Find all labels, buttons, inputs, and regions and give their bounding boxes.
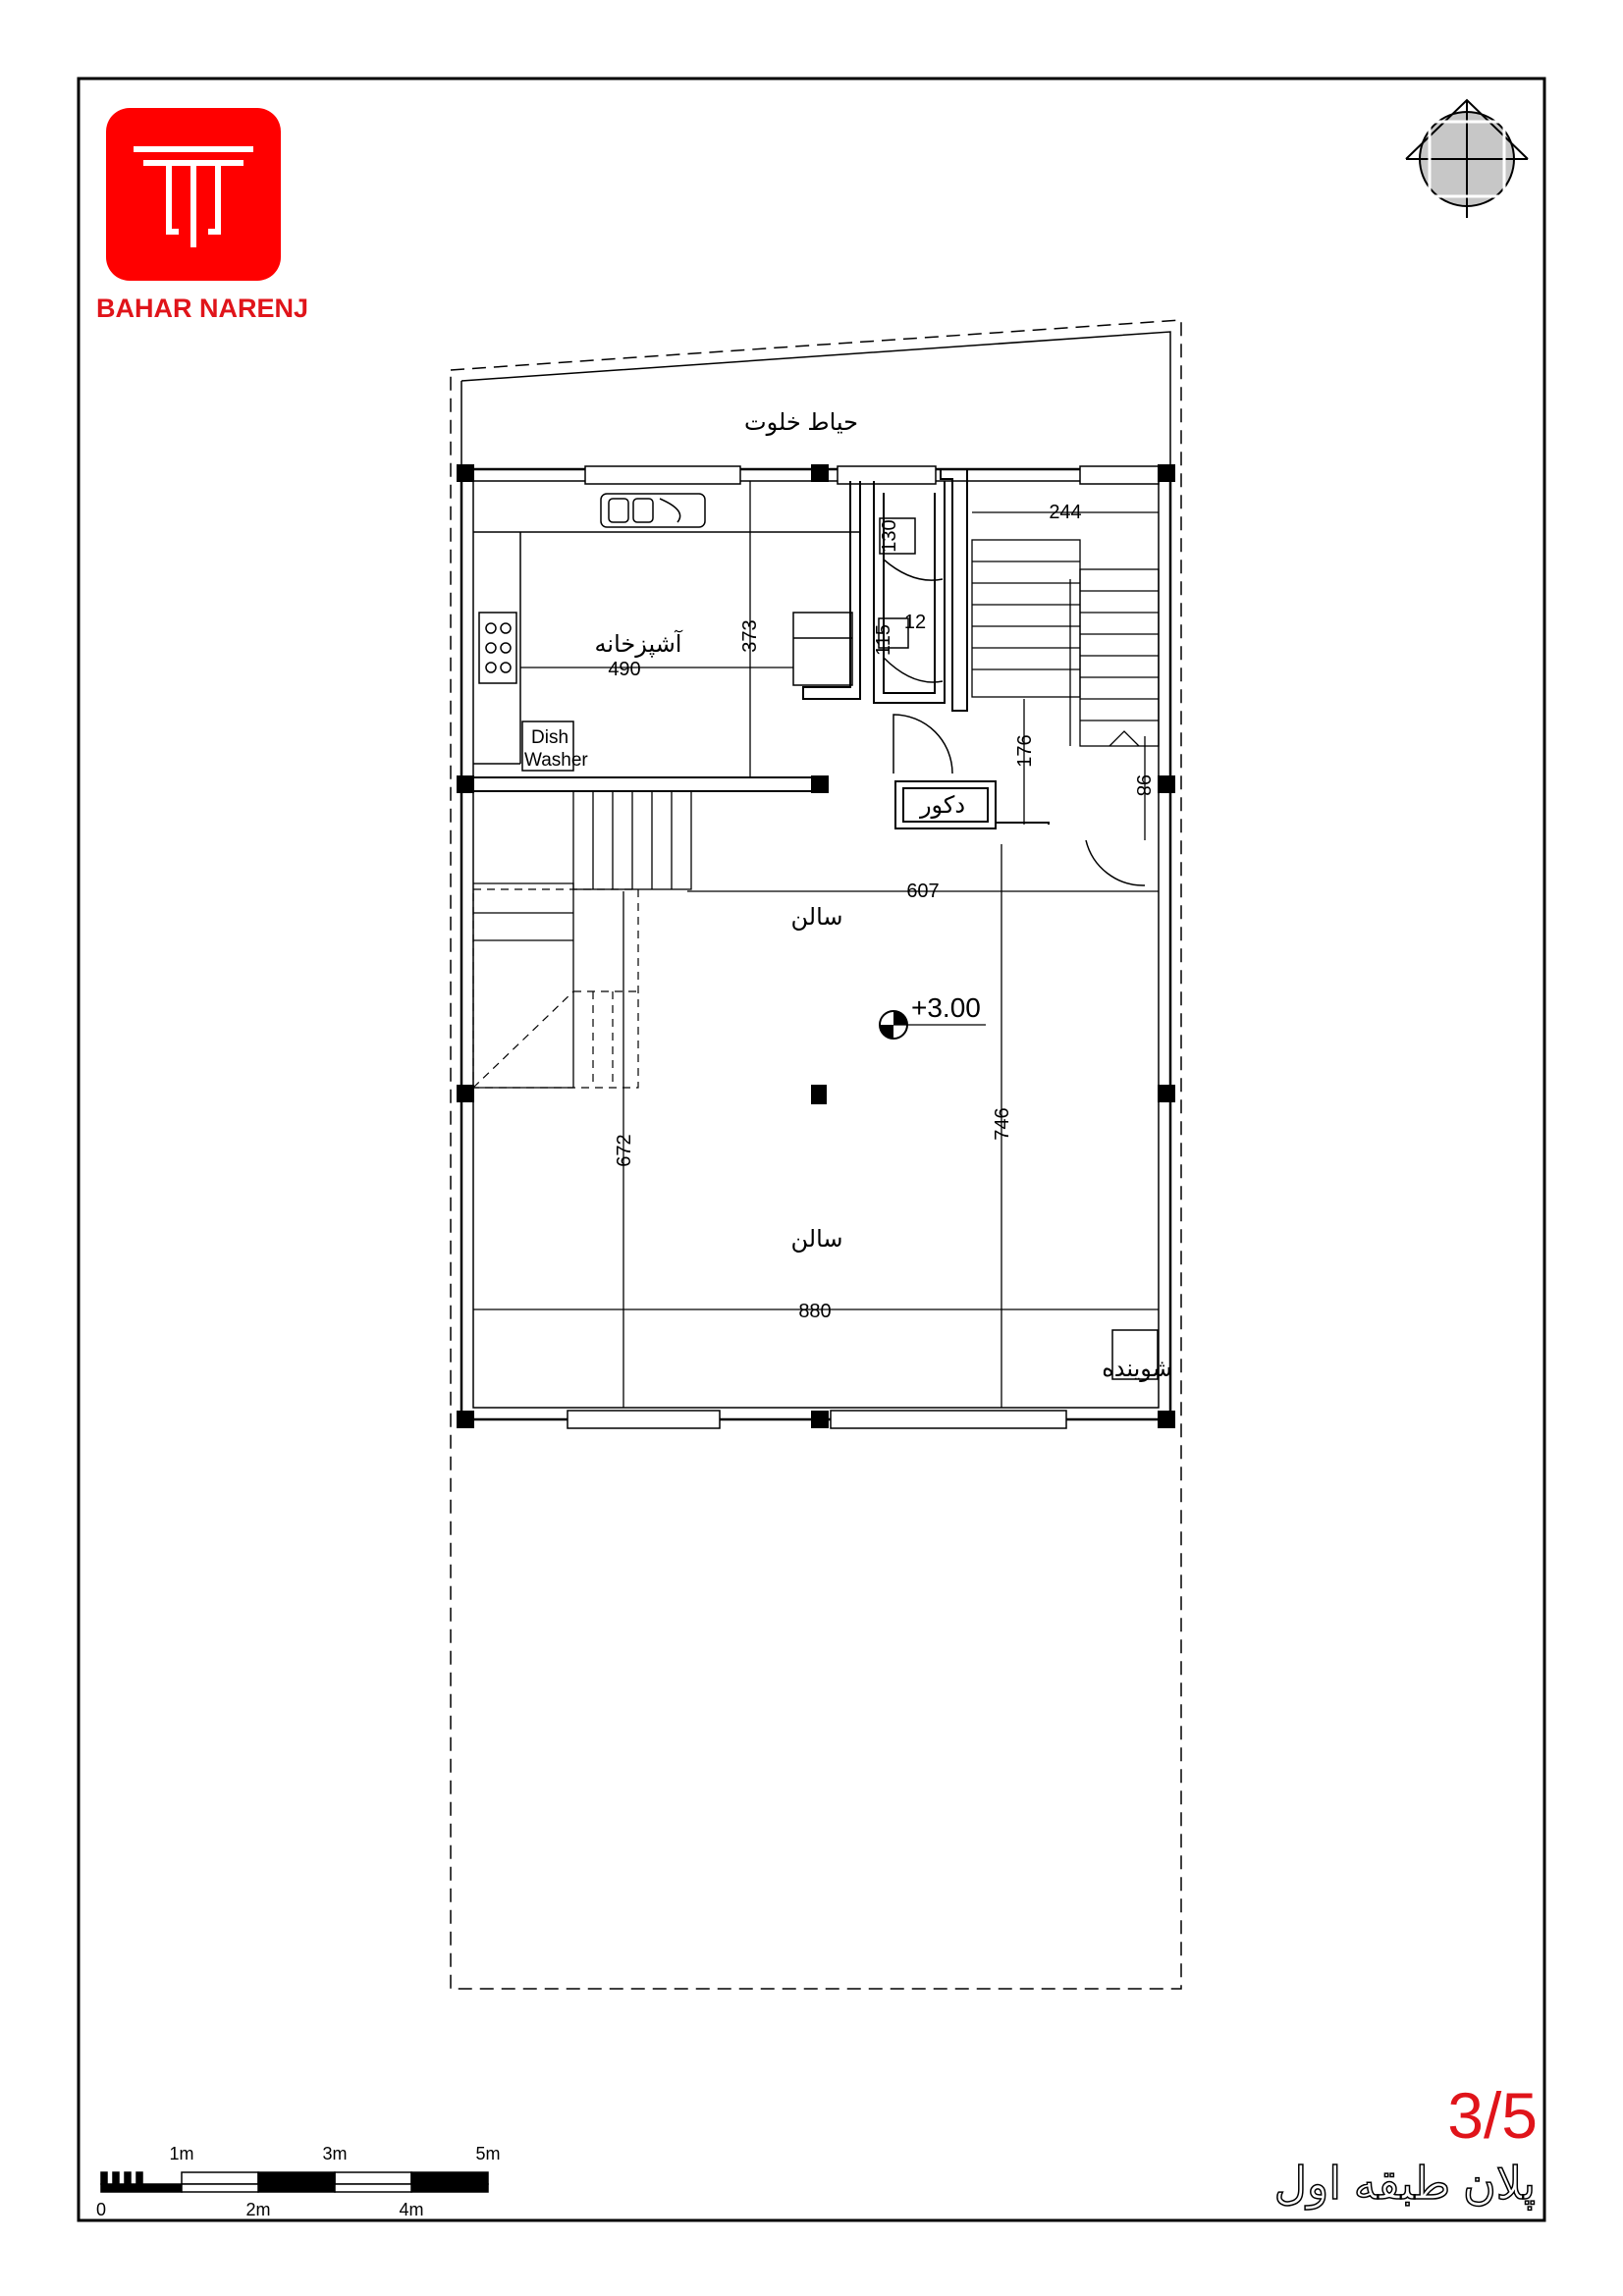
kitchen-label: آشپزخانه — [594, 631, 682, 658]
outer-walls — [461, 469, 1170, 1419]
dim-kitchen-depth: 373 — [739, 619, 761, 653]
dishwasher-label-2: Washer — [524, 750, 588, 771]
dim-corridor: 176 — [1014, 734, 1036, 768]
hall-label-bottom: سالن — [790, 1226, 843, 1253]
dim-hall-depth-left: 672 — [614, 1134, 635, 1167]
dim-overall-width: 880 — [798, 1301, 832, 1322]
interior-column — [811, 1085, 827, 1104]
hall-label-top: سالن — [790, 904, 843, 931]
scale-label-2m: 2m — [245, 2200, 271, 2219]
dim-hall-upper-width: 607 — [906, 881, 940, 902]
washbasin-label: شوینده — [1102, 1356, 1172, 1382]
dim-wc-upper: 130 — [879, 519, 900, 553]
scale-label-1m: 1m — [169, 2144, 194, 2163]
staircase-lower — [473, 791, 691, 1088]
scale-label-5m: 5m — [475, 2144, 501, 2163]
refrigerator-icon — [793, 613, 852, 685]
scale-label-3m: 3m — [322, 2144, 348, 2163]
columns — [457, 464, 1175, 1428]
dim-kitchen-width: 490 — [608, 659, 641, 680]
brand-logo — [96, 108, 308, 323]
dim-door-gap: 98 — [1132, 774, 1154, 797]
stove-icon — [479, 613, 516, 683]
sheet-title: پلان طبقه اول — [1273, 2158, 1536, 2209]
north-arrow-icon — [1406, 100, 1528, 218]
scale-label-0: 0 — [95, 2200, 107, 2219]
brand-name: BAHAR NARENJ — [96, 294, 309, 323]
sheet-border — [79, 79, 1544, 2220]
dishwasher-label-1: Dish — [531, 727, 569, 748]
level-mark-label: +3.00 — [911, 992, 981, 1023]
scale-bar — [96, 2144, 501, 2219]
floor-plan — [451, 320, 1181, 1989]
staircase-upper — [972, 540, 1159, 746]
dim-hall-depth-right: 746 — [992, 1107, 1013, 1141]
decor-label: دکور — [919, 792, 966, 819]
yard-label: حیاط خلوت — [743, 409, 859, 436]
site-boundary-inner — [461, 332, 1170, 469]
dim-stair-width: 244 — [1049, 502, 1082, 523]
staircase-dashed — [473, 889, 638, 1088]
sink-icon — [601, 494, 705, 527]
decor-box — [895, 781, 1049, 828]
dimension-lines — [473, 481, 1159, 1408]
site-boundary — [451, 320, 1181, 1989]
sheet-number: 3/5 — [1447, 2079, 1538, 2152]
scale-label-4m: 4m — [399, 2200, 424, 2219]
dim-wc-lower: 115 — [873, 624, 894, 656]
dim-wc-middle: 12 — [903, 612, 927, 633]
